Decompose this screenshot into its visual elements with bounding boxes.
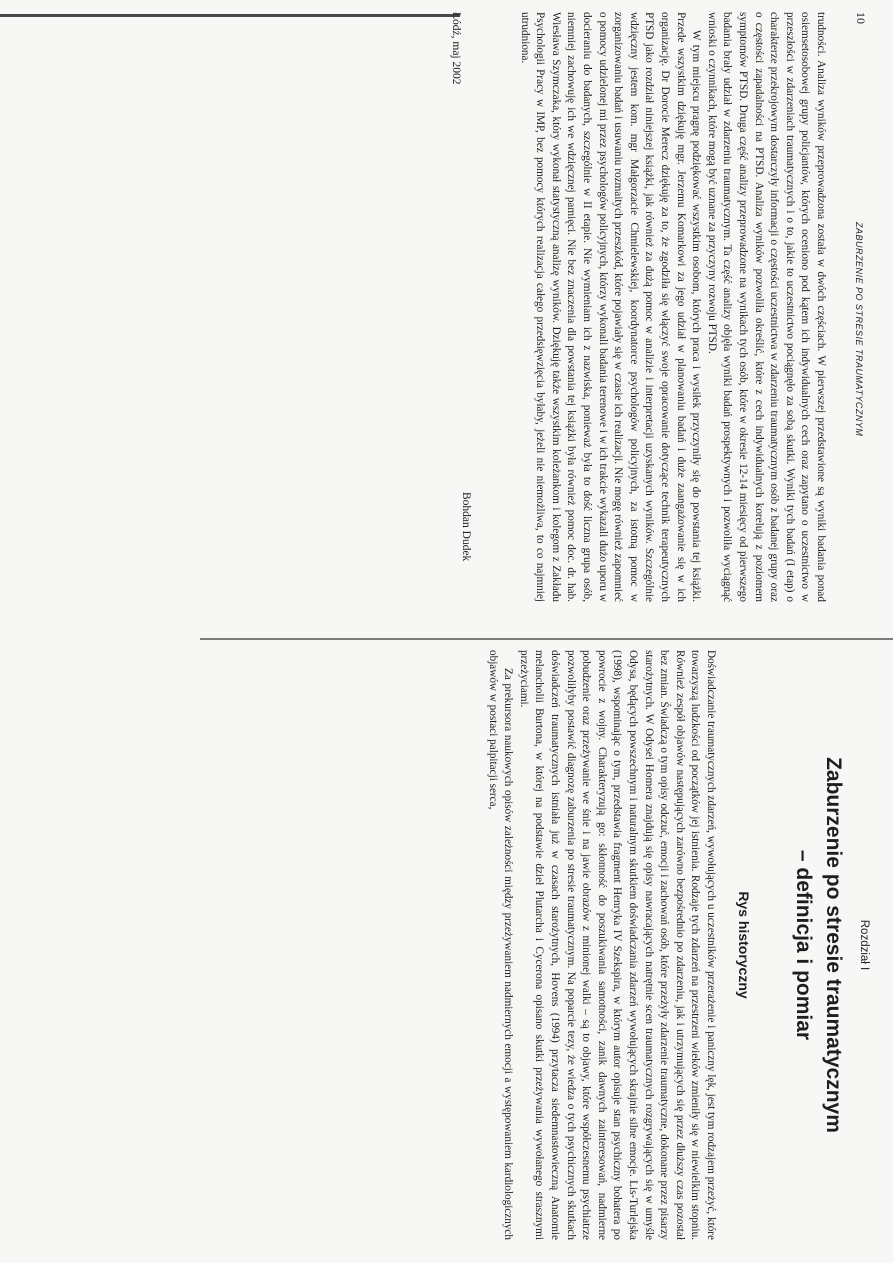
chapter-1-content	[10, 650, 870, 1242]
running-head: ZABURZENIE PO STRESIE TRAUMATYCZNYM	[854, 222, 864, 437]
paragraph: Za prekursora naukowych opisów zależności między przeżywaniem nadmiernych emocji a występowaniem kardiologicznych objawów w postaci palpitacji serca,	[486, 650, 515, 1240]
chapter-title	[788, 650, 848, 1240]
chapter-1-page	[0, 632, 893, 1263]
page-number: 10	[854, 12, 868, 24]
place-date: Łódź, maj 2002	[450, 12, 462, 85]
chapter-title-line-2: – definicja i pomiar	[792, 849, 815, 1041]
chapter-body	[484, 650, 718, 1240]
section-heading: Rys historyczny	[736, 891, 752, 999]
paragraph: trudności. Analiza wyników przeprowadzona została w dwóch częściach. W pierwszej przedstawione są wyniki badania ponad osiemsetosobowej grupy policjantów, których oceniono pod kątem ich indywidualnych cech oraz zapytano o uczestnictwo w przeszłości w zdarzeniach traumatycznych i o to, jakie to uczestnictwo pociągnęło za sobą skutki. Wyniki tych badań (I etap) o charakterze przekrojowym dostarczyły informacji o częstości uczestnictwa w zdarzeniu traumatycznym osób z badanej grupy oraz o częstości zapadalności na PTSD. Analiza wyników pozwoliła określić, które z cech indywidualnych korelują z poziomem symptomów PTSD. Druga część analizy przeprowadzone na wynikach tych osób, które w okresie 12-14 miesięcy od pierwszego badania brały udział w zdarzeniu traumatycznym. Ta część analizy objęła wyniki badań prospektywnych i pozwoliła wyciągnąć wnioski o czynnikach, które mogą być uznane za przyczyny rozwoju PTSD.	[705, 12, 827, 602]
author-signature: Bohdan Dudek	[460, 492, 472, 562]
page-10-content	[168, 12, 868, 604]
chapter-label: Rozdział I	[858, 919, 870, 971]
chapter-title-line-1: Zaburzenie po stresie traumatycznym	[822, 757, 845, 1133]
preface-body	[516, 12, 828, 602]
paragraph: W tym miejscu pragnę podziękować wszystkim osobom, których praca i wysiłek przyczyniły się do powstania tej książki. Przede wszystkim dziękuję mgr. Jerzemu Komarkowi za jego udział w planowaniu badań i duże zaangażowanie się w ich organizację. Dr Dorocie Merecz dziękuję za to, że zgodziła się włączyć swoje opracowanie dotyczące technik terapeutycznych PTSD jako rozdział niniejszej książki, jak również za dużą pomoc w analizie i interpretacji uzyskanych wyników. Szczególnie wdzięczny jestem kom. mgr Małgorzacie Chmielewskiej, koordynatorce psychologów policyjnych, za istotną pomoc w zorganizowaniu badań i usuwaniu rozmaitych przeszkód, które pojawiały się w czasie ich realizacji. Nie mogę również zapomnieć o pomocy udzielonej mi przez psychologów policyjnych, którzy wykonali badania terenowe i w ich trakcie wykazali dużo uporu w docieraniu do badanych, szczególnie w II etapie. Nie wymieniam ich z nazwiska, ponieważ była to dość liczna grupa osób, niemniej zachowuję ich we wdzięcznej pamięci. Nie bez znaczenia dla powstania tej książki była również pomoc doc. dr. hab. Wiesława Szymczaka, który wykonał statystyczną analizę wyników. Dziękuję także wszystkim koleżankom i kolegom z Zakładu Psychologii Pracy w IMP, bez pomocy których realizacja całego przedsięwzięcia byłaby, jeżeli nie niemożliwa, to co najmniej utrudniona.	[518, 12, 703, 602]
paragraph: Doświadczanie traumatycznych zdarzeń, wywołujących u uczestników przerażenie i paniczny lęk, jest tym rodzajem przeżyć, które towarzyszą ludzkości od początków jej istnienia. Rodzaje tych zdarzeń na przestrzeni wieków zmieniły się w niewielkim stopniu. Również zespół objawów następujących zarówno bezpośrednio po zdarzeniu, jak i utrzymujących się przez dłuższy czas pozostał bez zmian. Świadczą o tym opisy odczuć, emocji i zachowań osób, które przeżyły zdarzenie traumatyczne, dokonane przez pisarzy starożytnych. W Odysei Homera znajdują się opisy nawracających natrętnie scen traumatycznych rozgrywających się w umyśle Odysa, będących powszechnym i naturalnym skutkiem doświadczania zdarzeń wywołujących skrajnie silne emocje. Lis-Turlejska (1998), wspominając o tym, przedstawia fragment Henryka IV Szekspira, w którym autor opisuje stan psychiczny bohatera po powrocie z wojny. Charakteryzują go: skłonność do poszukiwania samotności, zanik dawnych zainteresowań, nadmierne pobudzenie oraz przeżywanie we śnie i na jawie obrazów z minionej walki – są to objawy, które współczesnemu psychiatrze pozwoliłyby postawić diagnozę zaburzenia po stresie traumatycznym. Na poparcie tezy, że wiedza o tych psychicznych skutkach doświadczeń traumatycznych istniała już w czasach starożytnych, Hovens (1994) przytacza siedemnastowieczną Anatomie melancholii Burtona, w której na podstawie dzieł Plutarcha i Cycerona opisano skutki przeżywania wywołanego strasznymi przeżyciami.	[517, 650, 717, 1240]
